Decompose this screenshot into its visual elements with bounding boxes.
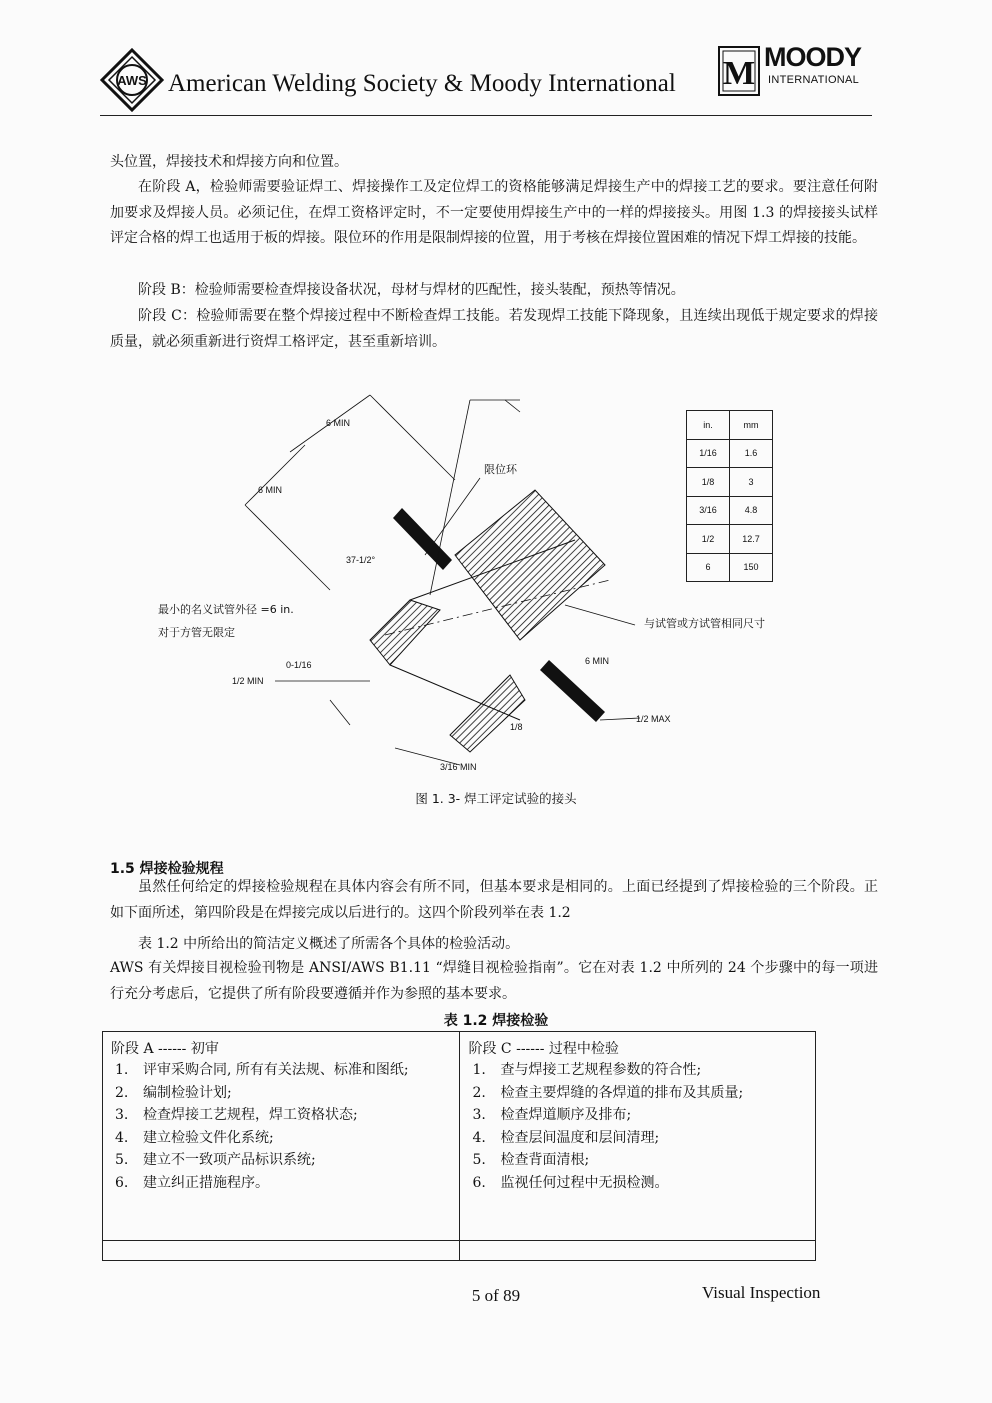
conversion-row xyxy=(687,525,773,554)
list-item: 3. 检查焊接工艺规程，焊工资格状态; xyxy=(115,1107,358,1123)
section-paragraph-3: AWS 有关焊接目视检验刊物是 ANSI/AWS B1.11 “焊缝目视检验指南”。它在对表 1.2 中所列的 24 个步骤中的每一项进行充分考虑后，它提供了所有阶段要遵循并作为参照的基本要求。 xyxy=(110,960,878,1002)
label-gap: 0-1/16 xyxy=(286,660,312,670)
conversion-cell: 1/2 xyxy=(687,525,730,554)
conversion-header-cell: in. xyxy=(687,411,730,440)
restrictor-bar-upper xyxy=(393,508,452,570)
restrictor-bar-lower xyxy=(540,660,605,722)
list-item: 2. 编制检验计划; xyxy=(115,1084,232,1101)
header-divider xyxy=(100,115,872,116)
label-half-min: 1/2 MIN xyxy=(232,676,264,686)
table-caption: 表 1.2 焊接检验 xyxy=(443,1013,549,1029)
label-angle: 37-1/2° xyxy=(346,555,376,565)
moody-logo xyxy=(718,46,760,96)
list-item: 4. 建立检验文件化系统; xyxy=(115,1129,274,1146)
label-square-pipe: 对于方管无限定 xyxy=(158,626,235,639)
conversion-cell: 1/8 xyxy=(687,468,730,497)
pipe-wall-lower xyxy=(450,675,525,752)
conversion-row xyxy=(687,468,773,497)
stage-a-column xyxy=(103,1032,460,1241)
stage-c-column xyxy=(460,1032,816,1241)
page-number: 5 of 89 xyxy=(471,1286,521,1305)
paragraph-stage-b: 阶段 B：检验师需要检查焊接设备状况，母材与焊材的匹配性，接头装配，预热等情况。 xyxy=(138,282,685,298)
conversion-cell: 4.8 xyxy=(730,496,773,525)
label-eighth: 1/8 xyxy=(510,722,523,732)
conversion-cell: 150 xyxy=(730,553,773,582)
conversion-cell: 1.6 xyxy=(730,439,773,468)
aws-logo xyxy=(100,48,164,112)
figure-caption: 图 1. 3- 焊工评定试验的接头 xyxy=(415,791,577,806)
inspection-stages-table xyxy=(102,1031,816,1261)
conversion-header-row xyxy=(687,411,773,440)
paragraph-continuation: 头位置，焊接技术和焊接方向和位置。 xyxy=(110,154,348,170)
list-item: 1. 评审采购合同, 所有有关法规、标准和图纸; xyxy=(115,1062,409,1078)
document-name: Visual Inspection xyxy=(702,1283,821,1302)
list-item: 1. 查与焊接工艺规程参数的符合性; xyxy=(472,1062,702,1078)
label-3-16-min: 3/16 MIN xyxy=(440,762,477,772)
conversion-header-cell: mm xyxy=(730,411,773,440)
label-min-od: 最小的名义试管外径 =6 in. xyxy=(158,603,294,616)
section-paragraph-1: 虽然任何给定的焊接检验规程在具体内容会有所不同，但基本要求是相同的。上面已经提到了焊接检验的三个阶段。正如下面所述，第四阶段是在焊接完成以后进行的。这四个阶段列举在表 1.2 xyxy=(110,879,878,921)
conversion-cell: 6 xyxy=(687,553,730,582)
label-half-max: 1/2 MAX xyxy=(636,714,671,724)
pipe-wall-upper xyxy=(455,490,605,640)
section-paragraph-2: 表 1.2 中所给出的简洁定义概述了所需各个具体的检验活动。 xyxy=(138,936,520,952)
aws-logo-text: AWS xyxy=(117,73,147,88)
conversion-cell: 12.7 xyxy=(730,525,773,554)
stage-a-empty-cell xyxy=(103,1241,460,1261)
label-same-size: 与试管或方试管相同尺寸 xyxy=(644,617,765,630)
conversion-cell: 3 xyxy=(730,468,773,497)
label-6min-top: 6 MIN xyxy=(326,418,351,428)
moody-logo-mark: M xyxy=(722,55,756,92)
section-title: 1.5 焊接检验规程 xyxy=(110,861,224,877)
paragraph-stage-a: 在阶段 A，检验师需要验证焊工、焊接操作工及定位焊工的资格能够满足焊接生产中的焊接工艺的要求。要注意任何附加要求及焊接人员。必须记住，在焊工资格评定时，不一定要使用焊接生产中的一样的焊接接头。用图 1.3 的焊接接头试样评定合格的焊工也适用于板的焊接。限位环的作用是限制焊接的位置，用于考核在焊接位置困难的情况下焊工焊接的技能。 xyxy=(110,179,878,246)
moody-name: MOODY xyxy=(764,42,862,72)
pipe-wall-lower-left xyxy=(370,600,440,665)
list-item: 5. 检查背面清根; xyxy=(472,1152,590,1168)
list-item: 2. 检查主要焊缝的各焊道的排布及其质量; xyxy=(472,1084,744,1101)
conversion-row xyxy=(687,496,773,525)
stage-a-heading: 阶段 A ------ 初审 xyxy=(111,1041,219,1057)
list-item: 4. 检查层间温度和层间清理; xyxy=(472,1129,660,1146)
conversion-row xyxy=(687,439,773,468)
list-item: 3. 检查焊道顺序及排布; xyxy=(472,1107,632,1123)
unit-conversion-table xyxy=(686,410,773,582)
label-6min-right: 6 MIN xyxy=(585,656,610,666)
stage-c-empty-cell xyxy=(460,1241,816,1261)
moody-subtitle: INTERNATIONAL xyxy=(768,74,860,86)
conversion-cell: 3/16 xyxy=(687,496,730,525)
conversion-cell: 1/16 xyxy=(687,439,730,468)
list-item: 5. 建立不一致项产品标识系统; xyxy=(115,1152,316,1168)
label-6min-left: 6 MIN xyxy=(258,485,283,495)
paragraph-stage-c: 阶段 C：检验师需要在整个焊接过程中不断检查焊工技能。若发现焊工技能下降现象，且连续出现低于规定要求的焊接质量，就必须重新进行资焊工格评定，甚至重新培训。 xyxy=(110,308,878,350)
conversion-row xyxy=(687,553,773,582)
list-item: 6. 建立纠正措施程序。 xyxy=(115,1174,269,1191)
label-restrictor: 限位环 xyxy=(484,463,517,476)
stage-c-heading: 阶段 C ------ 过程中检验 xyxy=(468,1041,619,1057)
list-item: 6. 监视任何过程中无损检测。 xyxy=(472,1174,669,1191)
header-title: American Welding Society & Moody International xyxy=(168,70,676,97)
